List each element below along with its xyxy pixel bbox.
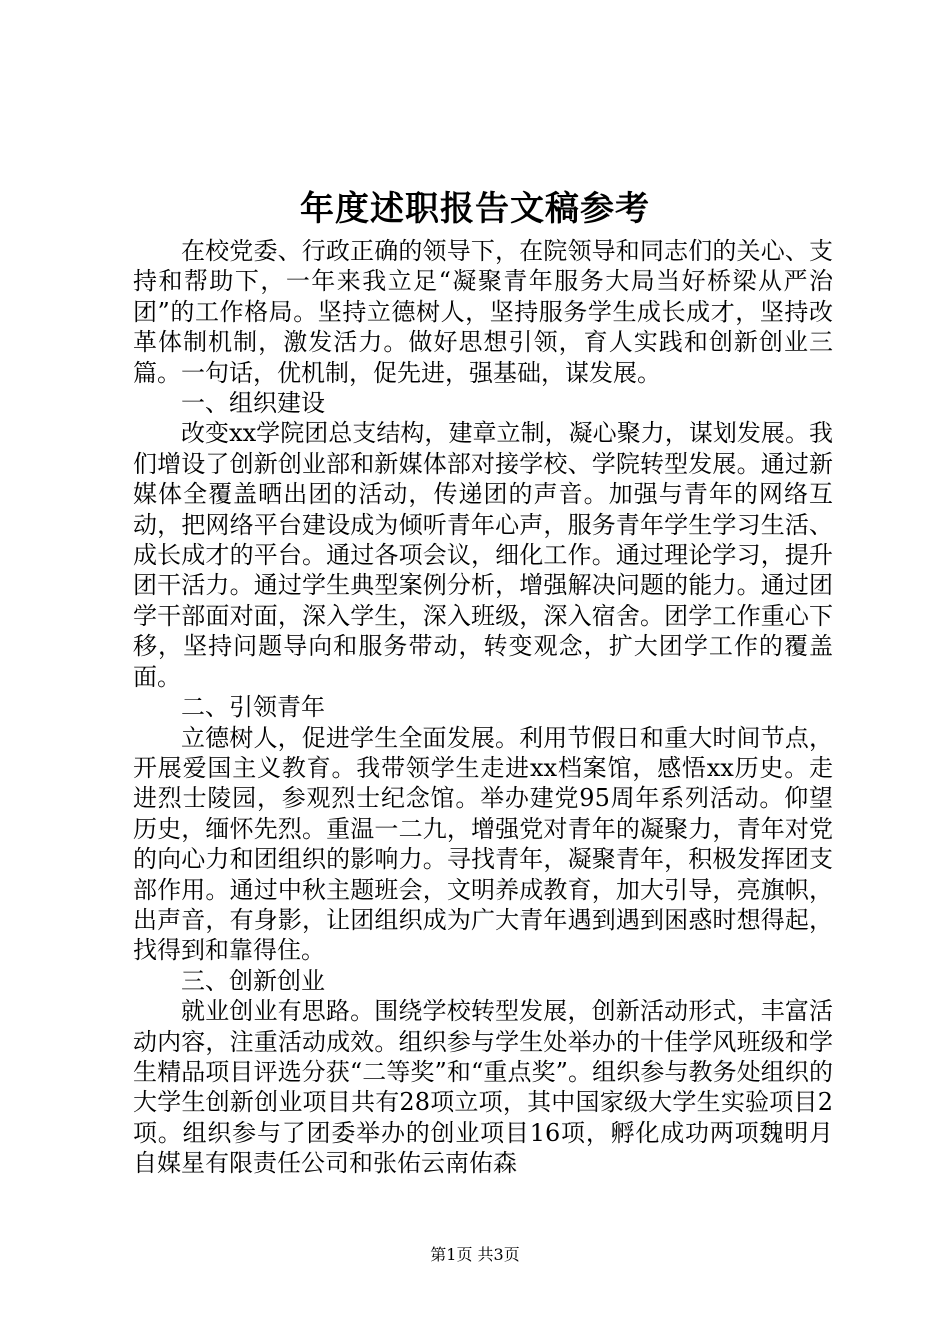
page-footer: 第1页 共3页 [430, 1245, 520, 1264]
intro-paragraph: 在校党委、行政正确的领导下，在院领导和同志们的关心、支持和帮助下，一年来我立足“凝聚青年服务大局当好桥梁从严治团”的工作格局。坚持立德树人，坚持服务学生成长成才，坚持改革体制机制，激发活力。做好思想引领，育人实践和创新创业三篇。一句话，优机制，促先进，强基础，谋发展。 [133, 237, 833, 387]
document-body [133, 236, 833, 1179]
section-heading-innovation: 三、创新创业 [181, 966, 325, 995]
organization-paragraph: 改变xx学院团总支结构，建章立制，凝心聚力，谋划发展。我们增设了创新创业部和新媒体部对接学校、学院转型发展。通过新媒体全覆盖晒出团的活动，传递团的声音。加强与青年的网络互动，把网络平台建设成为倾听青年心声，服务青年学生学习生活、成长成才的平台。通过各项会议，细化工作。通过理论学习，提升团干活力。通过学生典型案例分析，增强解决问题的能力。通过团学干部面对面，深入学生，深入班级，深入宿舍。团学工作重心下移，坚持问题导向和服务带动，转变观念，扩大团学工作的覆盖面。 [133, 419, 833, 691]
section-heading-organization: 一、组织建设 [181, 389, 325, 418]
innovation-paragraph: 就业创业有思路。围绕学校转型发展，创新活动形式，丰富活动内容，注重活动成效。组织参与学生处举办的十佳学风班级和学生精品项目评选分获“二等奖”和“重点奖”。组织参与教务处组织的大学生创新创业项目共有28项立项，其中国家级大学生实验项目2项。组织参与了团委举办的创业项目16项，孵化成功两项魏明月自媒星有限责任公司和张佑云南佑森 [133, 997, 833, 1178]
document-title: 年度述职报告文稿参考 [300, 189, 650, 229]
youth-paragraph: 立德树人，促进学生全面发展。利用节假日和重大时间节点，开展爱国主义教育。我带领学生走进xx档案馆，感悟xx历史。走进烈士陵园，参观烈士纪念馆。举办建党95周年系列活动。仰望历史，缅怀先烈。重温一二九，增强党对青年的凝聚力，青年对党的向心力和团组织的影响力。寻找青年，凝聚青年，积极发挥团支部作用。通过中秋主题班会，文明养成教育，加大引导，亮旗帜，出声音，有身影，让团组织成为广大青年遇到遇到困惑时想得起，找得到和靠得住。 [133, 723, 833, 965]
section-heading-youth: 二、引领青年 [181, 693, 325, 722]
